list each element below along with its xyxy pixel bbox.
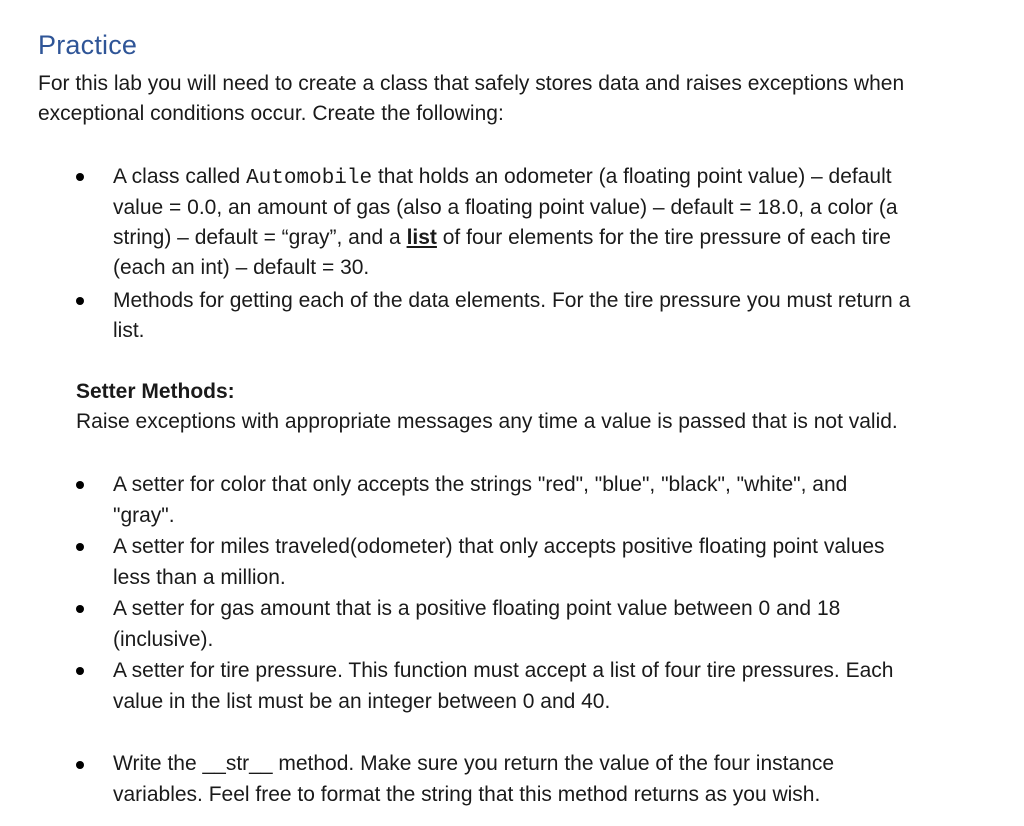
- list-item-tire-line-1: A setter for tire pressure. This function must accept a list of four tire pressures. Each: [113, 659, 894, 682]
- intro-line-2: exceptional conditions occur. Create the following:: [38, 102, 504, 125]
- list-item-class-line-3: string) – default = “gray”, and a list of four elements for the tire pressure of each tire: [113, 226, 891, 249]
- list-item-str-line-2: variables. Feel free to format the string that this method returns as you wish.: [113, 783, 821, 806]
- intro-line-1: For this lab you will need to create a class that safely stores data and raises exceptions when: [38, 72, 905, 95]
- list-emphasis: list: [406, 226, 437, 249]
- bullet-icon: [76, 667, 84, 675]
- list-item-gas-line-2: (inclusive).: [113, 628, 214, 651]
- list-item-str-line-1: Write the __str__ method. Make sure you return the value of the four instance: [113, 752, 835, 775]
- list-item-class-line-1: A class called Automobile that holds an odometer (a floating point value) – default: [113, 165, 892, 190]
- page-title: Practice: [38, 30, 138, 60]
- bullet-icon: [76, 481, 84, 489]
- bullet-icon: [76, 543, 84, 551]
- list-item-getters-line-1: Methods for getting each of the data elements. For the tire pressure you must return a: [113, 289, 911, 312]
- list-item-tire-line-2: value in the list must be an integer between 0 and 40.: [113, 690, 611, 713]
- list-item-gas-line-1: A setter for gas amount that is a positive floating point value between 0 and 18: [113, 597, 841, 620]
- list-item-class-line-2: value = 0.0, an amount of gas (also a floating point value) – default = 18.0, a color (a: [113, 196, 898, 219]
- list-item-color-line-2: "gray".: [113, 504, 175, 527]
- list-item-odometer-line-2: less than a million.: [113, 566, 286, 589]
- list-item-getters-line-2: list.: [113, 319, 145, 342]
- list-item-class-line-4: (each an int) – default = 30.: [113, 256, 370, 279]
- bullet-icon: [76, 761, 84, 769]
- setter-heading: Setter Methods:: [76, 380, 235, 403]
- bullet-icon: [76, 173, 84, 181]
- setter-description: Raise exceptions with appropriate messages any time a value is passed that is not valid.: [76, 410, 898, 433]
- list-item-odometer-line-1: A setter for miles traveled(odometer) that only accepts positive floating point values: [113, 535, 885, 558]
- class-name-code: Automobile: [246, 167, 373, 190]
- bullet-icon: [76, 297, 84, 305]
- list-item-color-line-1: A setter for color that only accepts the strings "red", "blue", "black", "white", and: [113, 473, 848, 496]
- bullet-icon: [76, 605, 84, 613]
